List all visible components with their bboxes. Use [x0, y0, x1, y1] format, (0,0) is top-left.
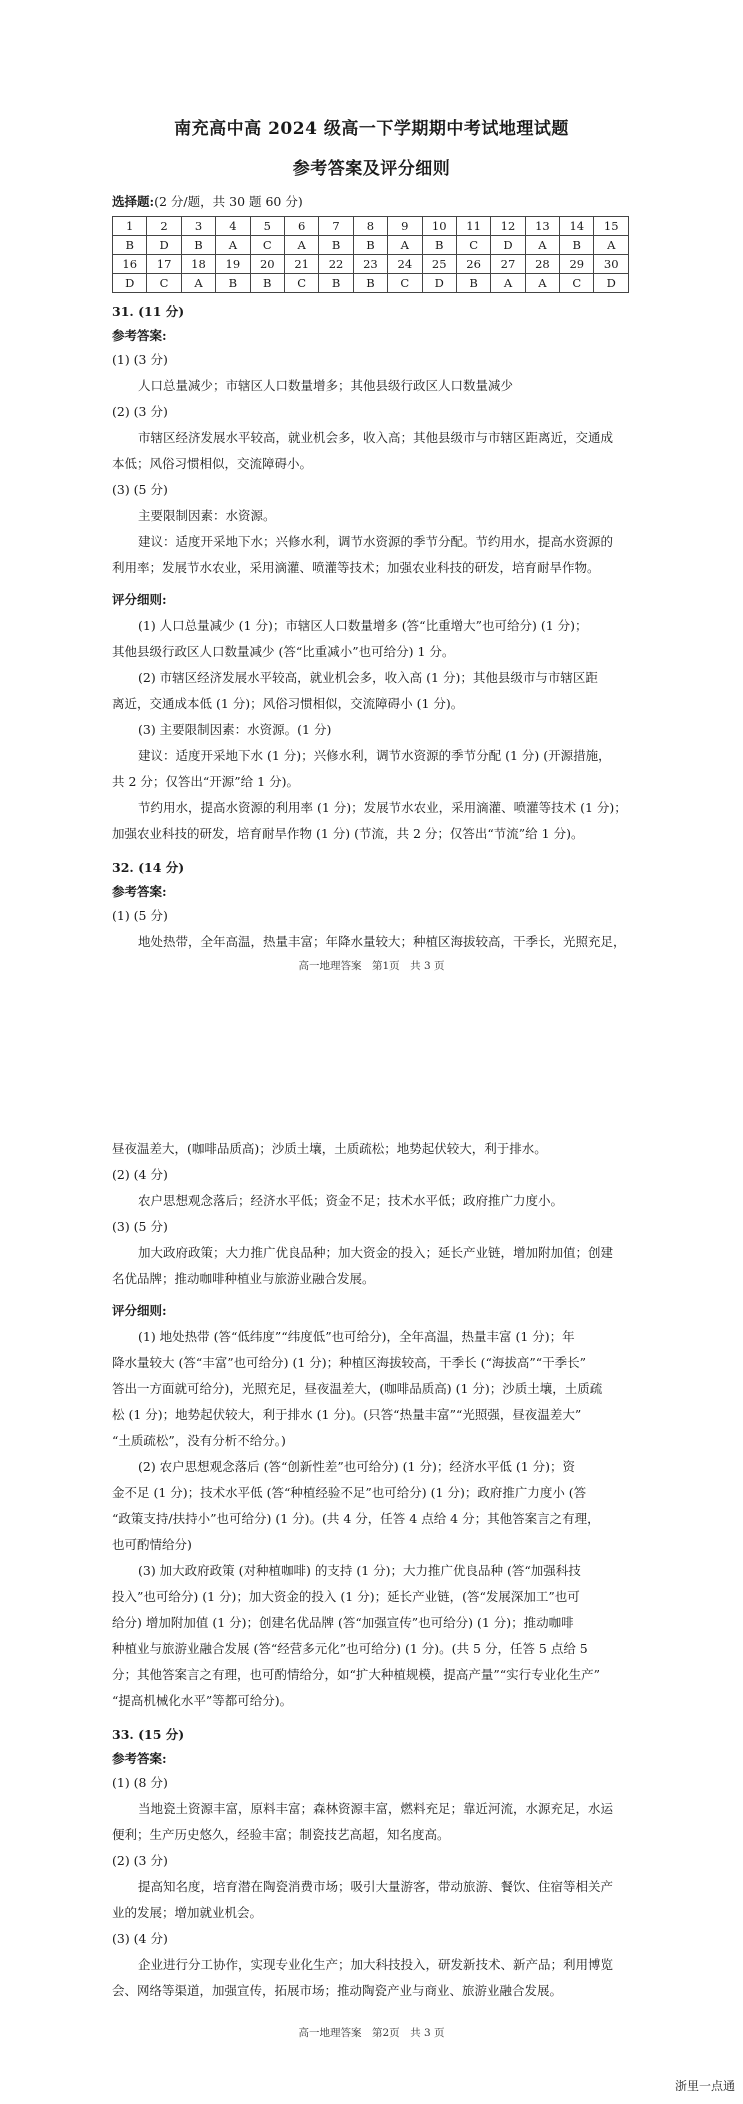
answer-cell: B	[456, 274, 490, 293]
choice-answer-table	[112, 216, 629, 293]
answer-cell: D	[113, 274, 147, 293]
q31-g3-5: 加强农业科技的研发，培育耐旱作物 (1 分) (节流，共 2 分；仅答出“节流”给 1 分)。	[112, 826, 584, 841]
q32-g1-4: 松 (1 分)；地势起伏较大，利于排水 (1 分)。(只答“热量丰富”“光照强，昼夜温差大”	[112, 1407, 582, 1422]
table-row-numbers-2	[113, 255, 629, 274]
q31-s3: (3) (5 分)	[112, 482, 168, 497]
answer-cell: A	[284, 236, 318, 255]
answer-cell: B	[319, 236, 353, 255]
question-number: 3	[181, 217, 215, 236]
answer-cell: A	[388, 236, 422, 255]
question-number: 17	[147, 255, 181, 274]
q33-s3-answer-1: 企业进行分工协作，实现专业化生产；加大科技投入，研发新技术、新产品；利用博览	[138, 1957, 614, 1972]
q31-s3-answer: 主要限制因素：水资源。	[138, 508, 276, 523]
answer-cell: C	[560, 274, 594, 293]
q32-s3-answer-2: 名优品牌；推动咖啡种植业与旅游业融合发展。	[112, 1271, 375, 1286]
question-number: 23	[353, 255, 387, 274]
q31-s2: (2) (3 分)	[112, 404, 168, 419]
answer-cell: B	[319, 274, 353, 293]
table-row-answers-1	[113, 236, 629, 255]
q31-s2-answer-2: 本低；风俗习惯相似，交流障碍小。	[112, 456, 313, 471]
q31-g2-2: 离近，交通成本低 (1 分)；风俗习惯相似，交流障碍小 (1 分)。	[112, 696, 464, 711]
q32-s2: (2) (4 分)	[112, 1167, 168, 1182]
question-number: 1	[113, 217, 147, 236]
question-number: 13	[525, 217, 559, 236]
q31-g3-1: (3) 主要限制因素：水资源。(1 分)	[138, 722, 332, 737]
answer-cell: B	[113, 236, 147, 255]
choice-note: (2 分/题，共 30 题 60 分)	[154, 194, 303, 209]
q32-s3: (3) (5 分)	[112, 1219, 168, 1234]
question-number: 27	[491, 255, 525, 274]
question-number: 26	[456, 255, 490, 274]
q31-g3-3: 共 2 分；仅答出“开源”给 1 分)。	[112, 774, 299, 789]
answer-cell: A	[594, 236, 629, 255]
answer-cell: A	[216, 236, 250, 255]
choice-heading	[112, 192, 303, 212]
q33-s2-answer-2: 业的发展；增加就业机会。	[112, 1905, 263, 1920]
q32-heading: 32. (14 分)	[112, 860, 185, 875]
q32-s3-answer-1: 加大政府政策；大力推广优良品种；加大资金的投入；延长产业链，增加附加值；创建	[138, 1245, 614, 1260]
q31-s3-suggest-1: 建议：适度开采地下水；兴修水利，调节水资源的季节分配。节约用水，提高水资源的	[138, 534, 614, 549]
question-number: 28	[525, 255, 559, 274]
answer-cell: C	[456, 236, 490, 255]
q32-ref-label: 参考答案:	[112, 884, 167, 899]
q31-g2-1: (2) 市辖区经济发展水平较高，就业机会多，收入高 (1 分)；其他县级市与市辖区距	[138, 670, 598, 685]
q32-g2-4: 也可酌情给分)	[112, 1537, 192, 1552]
watermark-text: 浙里一点通	[674, 2079, 735, 2093]
q31-heading: 31. (11 分)	[112, 304, 185, 319]
q32-g1-3: 答出一方面就可给分)，光照充足，昼夜温差大，(咖啡品质高) (1 分)；沙质土壤，土质疏	[112, 1381, 603, 1396]
q33-s3: (3) (4 分)	[112, 1931, 168, 1946]
q32-g1-5: “土质疏松”，没有分析不给分。)	[112, 1433, 286, 1448]
q32-g2-1: (2) 农户思想观念落后 (答“创新性差”也可给分) (1 分)；经济水平低 (1 分)；资	[138, 1459, 575, 1474]
q31-s1: (1) (3 分)	[112, 352, 168, 367]
exam-subtitle: 参考答案及评分细则	[292, 159, 451, 179]
question-number: 5	[250, 217, 284, 236]
q31-g1-2: 其他县级行政区人口数量减少 (答“比重减小”也可给分) 1 分。	[112, 644, 455, 659]
answer-cell: B	[422, 236, 456, 255]
answer-cell: B	[353, 274, 387, 293]
question-number: 29	[560, 255, 594, 274]
q32-g2-3: “政策支持/扶持小”也可给分) (1 分)。(共 4 分，任答 4 点给 4 分；其他答案言之有理，	[112, 1511, 600, 1526]
question-number: 15	[594, 217, 629, 236]
page-gap	[0, 985, 743, 1135]
question-number: 22	[319, 255, 353, 274]
q32-g3-1: (3) 加大政府政策 (对种植咖啡) 的支持 (1 分)；大力推广优良品种 (答“加强科技	[138, 1563, 581, 1578]
page-footer-1: 高一地理答案 第1页 共 3 页	[298, 960, 445, 972]
q32-s1-answer-1: 地处热带，全年高温，热量丰富；年降水量较大；种植区海拔较高，干季长，光照充足，	[138, 934, 626, 949]
answer-cell: B	[216, 274, 250, 293]
q32-g1-2: 降水量较大 (答“丰富”也可给分) (1 分)；种植区海拔较高，干季长 (“海拔高”“干季长”	[112, 1355, 587, 1370]
q33-s1: (1) (8 分)	[112, 1775, 168, 1790]
q32-g2-2: 金不足 (1 分)；技术水平低 (答“种植经验不足”也可给分) (1 分)；政府推广力度小 (答	[112, 1485, 587, 1500]
exam-title: 南充高中高 2024 级高一下学期期中考试地理试题	[174, 119, 569, 139]
q31-grade-label: 评分细则:	[112, 592, 167, 607]
question-number: 10	[422, 217, 456, 236]
choice-label: 选择题:	[112, 194, 155, 209]
q31-g3-4: 节约用水，提高水资源的利用率 (1 分)；发展节水农业，采用滴灌、喷灌等技术 (1 分)；	[138, 800, 627, 815]
page-footer-2: 高一地理答案 第2页 共 3 页	[298, 2027, 445, 2039]
answer-cell: A	[525, 236, 559, 255]
answer-cell: A	[491, 274, 525, 293]
q31-ref-label: 参考答案:	[112, 328, 167, 343]
q32-s2-answer: 农户思想观念落后；经济水平低；资金不足；技术水平低；政府推广力度小。	[138, 1193, 564, 1208]
question-number: 12	[491, 217, 525, 236]
q33-s1-answer-2: 便利；生产历史悠久，经验丰富；制瓷技艺高超，知名度高。	[112, 1827, 450, 1842]
question-number: 9	[388, 217, 422, 236]
answer-cell: C	[250, 236, 284, 255]
question-number: 4	[216, 217, 250, 236]
q33-s3-answer-2: 会、网络等渠道，加强宣传，拓展市场；推动陶瓷产业与商业、旅游业融合发展。	[112, 1983, 563, 1998]
q32-g3-2: 投入”也可给分) (1 分)；加大资金的投入 (1 分)；延长产业链，(答“发展深加工”也可	[112, 1589, 580, 1604]
answer-cell: C	[284, 274, 318, 293]
q31-s1-answer: 人口总量减少；市辖区人口数量增多；其他县级行政区人口数量减少	[138, 378, 514, 393]
question-number: 18	[181, 255, 215, 274]
q32-g3-3: 给分) 增加附加值 (1 分)；创建名优品牌 (答“加强宣传”也可给分) (1 分)；推动咖啡	[112, 1615, 574, 1630]
answer-cell: D	[147, 236, 181, 255]
answer-cell: B	[353, 236, 387, 255]
answer-cell: C	[388, 274, 422, 293]
answer-cell: B	[250, 274, 284, 293]
q31-s3-suggest-2: 利用率；发展节水农业，采用滴灌、喷灌等技术；加强农业科技的研发，培育耐旱作物。	[112, 560, 600, 575]
question-number: 24	[388, 255, 422, 274]
page-1	[0, 0, 743, 985]
question-number: 7	[319, 217, 353, 236]
question-number: 2	[147, 217, 181, 236]
question-number: 14	[560, 217, 594, 236]
question-number: 11	[456, 217, 490, 236]
answer-cell: D	[594, 274, 629, 293]
question-number: 19	[216, 255, 250, 274]
question-number: 16	[113, 255, 147, 274]
q31-g3-2: 建议：适度开采地下水 (1 分)；兴修水利，调节水资源的季节分配 (1 分) (开源措施，	[138, 748, 611, 763]
q32-g3-5: 分；其他答案言之有理，也可酌情给分，如“扩大种植规模，提高产量”“实行专业化生产”	[112, 1667, 601, 1682]
q33-heading: 33. (15 分)	[112, 1727, 185, 1742]
question-number: 6	[284, 217, 318, 236]
q32-s1: (1) (5 分)	[112, 908, 168, 923]
answer-cell: D	[491, 236, 525, 255]
page-2	[0, 1135, 743, 2104]
q32-g3-6: “提高机械化水平”等都可给分)。	[112, 1693, 293, 1708]
q33-s1-answer-1: 当地瓷土资源丰富，原料丰富；森林资源丰富，燃料充足；靠近河流，水源充足，水运	[138, 1801, 614, 1816]
question-number: 25	[422, 255, 456, 274]
table-row-answers-2	[113, 274, 629, 293]
q31-s2-answer-1: 市辖区经济发展水平较高，就业机会多，收入高；其他县级市与市辖区距离近，交通成	[138, 430, 614, 445]
question-number: 30	[594, 255, 629, 274]
question-number: 8	[353, 217, 387, 236]
answer-cell: A	[181, 274, 215, 293]
q33-ref-label: 参考答案:	[112, 1751, 167, 1766]
answer-cell: C	[147, 274, 181, 293]
question-number: 20	[250, 255, 284, 274]
q33-s2: (2) (3 分)	[112, 1853, 168, 1868]
answer-cell: D	[422, 274, 456, 293]
answer-cell: B	[560, 236, 594, 255]
answer-cell: B	[181, 236, 215, 255]
table-row-numbers-1	[113, 217, 629, 236]
question-number: 21	[284, 255, 318, 274]
answer-cell: A	[525, 274, 559, 293]
q32-s1-answer-2: 昼夜温差大，(咖啡品质高)；沙质土壤，土质疏松；地势起伏较大，利于排水。	[112, 1141, 547, 1156]
q32-grade-label: 评分细则:	[112, 1303, 167, 1318]
q32-g3-4: 种植业与旅游业融合发展 (答“经营多元化”也可给分) (1 分)。(共 5 分，任答 5 点给 5	[112, 1641, 588, 1656]
q32-g1-1: (1) 地处热带 (答“低纬度”“纬度低”也可给分)，全年高温，热量丰富 (1 分)；年	[138, 1329, 575, 1344]
q31-g1-1: (1) 人口总量减少 (1 分)；市辖区人口数量增多 (答“比重增大”也可给分) (1 分)；	[138, 618, 588, 633]
q33-s2-answer-1: 提高知名度，培育潜在陶瓷消费市场；吸引大量游客，带动旅游、餐饮、住宿等相关产	[138, 1879, 614, 1894]
